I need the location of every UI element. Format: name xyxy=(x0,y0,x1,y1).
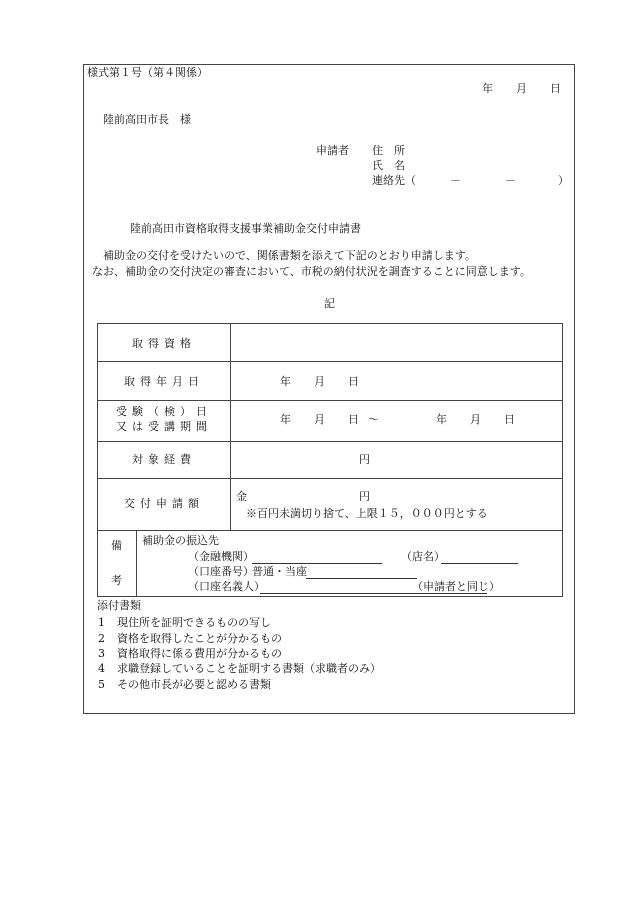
bank-underline xyxy=(252,563,382,564)
attachment-num: 2 xyxy=(98,632,105,645)
requested-amount-kin: 金 xyxy=(236,490,247,503)
acquisition-date-label: 取得年月日 xyxy=(124,375,204,388)
contact-label: 連絡先（ xyxy=(372,174,416,187)
acquired-qualification-label: 取得資格 xyxy=(132,337,196,350)
address-label: 住 所 xyxy=(372,144,405,157)
row-divider xyxy=(98,361,562,362)
bank-label: （金融機関） xyxy=(188,550,254,563)
exam-month-from: 月 xyxy=(314,413,325,426)
attachment-text: 資格取得に係る費用が分かるもの xyxy=(117,647,282,660)
attachment-num: 4 xyxy=(98,662,105,675)
exam-day-to: 日 xyxy=(504,413,515,426)
row-divider xyxy=(98,530,562,531)
acquisition-year: 年 xyxy=(280,375,291,388)
requested-amount-note: ※百円未満切り捨て、上限１５，０００円とする xyxy=(246,507,488,520)
attachment-text: その他市長が必要と認める書類 xyxy=(117,678,271,691)
attachment-text: 資格を取得したことが分かるもの xyxy=(117,632,282,645)
remarks-label-top: 備 xyxy=(111,539,122,552)
date-month: 月 xyxy=(516,82,527,95)
acquisition-day: 日 xyxy=(348,375,359,388)
transfer-destination-title: 補助金の振込先 xyxy=(142,534,219,547)
row-divider xyxy=(98,400,562,401)
attachment-num: 5 xyxy=(98,678,105,691)
exam-date-label: 受験（検）日 xyxy=(116,405,212,418)
branch-label: （店名） xyxy=(401,550,445,563)
row-divider xyxy=(98,441,562,442)
attachment-text: 現住所を証明できるものの写し xyxy=(117,616,271,629)
attachments-heading: 添付書類 xyxy=(97,599,141,612)
exam-month-to: 月 xyxy=(470,413,481,426)
addressee: 陸前高田市長 様 xyxy=(103,113,191,126)
attachment-num: 3 xyxy=(98,647,105,660)
applicant-label: 申請者 xyxy=(316,144,349,157)
account-holder-underline xyxy=(260,593,487,594)
acquisition-month: 月 xyxy=(314,375,325,388)
ki-mark: 記 xyxy=(324,297,335,310)
label-column-divider xyxy=(230,324,231,530)
exam-day-from: 日 xyxy=(348,413,359,426)
eligible-expense-yen: 円 xyxy=(359,453,370,466)
exam-year-from: 年 xyxy=(280,413,291,426)
contact-dash-2: － xyxy=(505,174,516,187)
account-holder-label: （口座名義人） xyxy=(188,580,265,593)
eligible-expense-label: 対象経費 xyxy=(132,453,196,466)
document-title: 陸前高田市資格取得支援事業補助金交付申請書 xyxy=(130,222,361,235)
date-day: 日 xyxy=(550,82,561,95)
name-label: 氏 名 xyxy=(372,159,405,172)
period-tilde: ～ xyxy=(368,413,379,426)
remarks-column-divider xyxy=(136,530,137,596)
intro-line-1: 補助金の交付を受けたいので、関係書類を添えて下記のとおり申請します。 xyxy=(103,249,476,262)
account-number-label: （口座番号） xyxy=(188,565,254,578)
attachment-num: 1 xyxy=(98,616,105,629)
same-as-applicant: （申請者と同じ） xyxy=(412,580,500,593)
account-number-underline xyxy=(306,578,417,579)
requested-amount-yen: 円 xyxy=(359,490,370,503)
exam-year-to: 年 xyxy=(436,413,447,426)
attachment-text: 求職登録していることを証明する書類（求職者のみ） xyxy=(117,662,381,675)
remarks-label-bottom: 考 xyxy=(111,574,122,587)
account-type: 普通・当座 xyxy=(252,565,307,578)
row-divider xyxy=(98,478,562,479)
intro-line-2: なお、補助金の交付決定の審査において、市税の納付状況を調査することに同意します。 xyxy=(92,265,531,278)
date-year: 年 xyxy=(482,82,493,95)
application-table xyxy=(97,323,563,597)
course-period-label: 又は受講期間 xyxy=(116,420,212,433)
form-number: 様式第１号（第４関係） xyxy=(87,66,208,79)
contact-close: ） xyxy=(558,174,569,187)
contact-dash-1: － xyxy=(450,174,461,187)
requested-amount-label: 交付申請額 xyxy=(124,497,204,510)
branch-underline xyxy=(441,563,518,564)
